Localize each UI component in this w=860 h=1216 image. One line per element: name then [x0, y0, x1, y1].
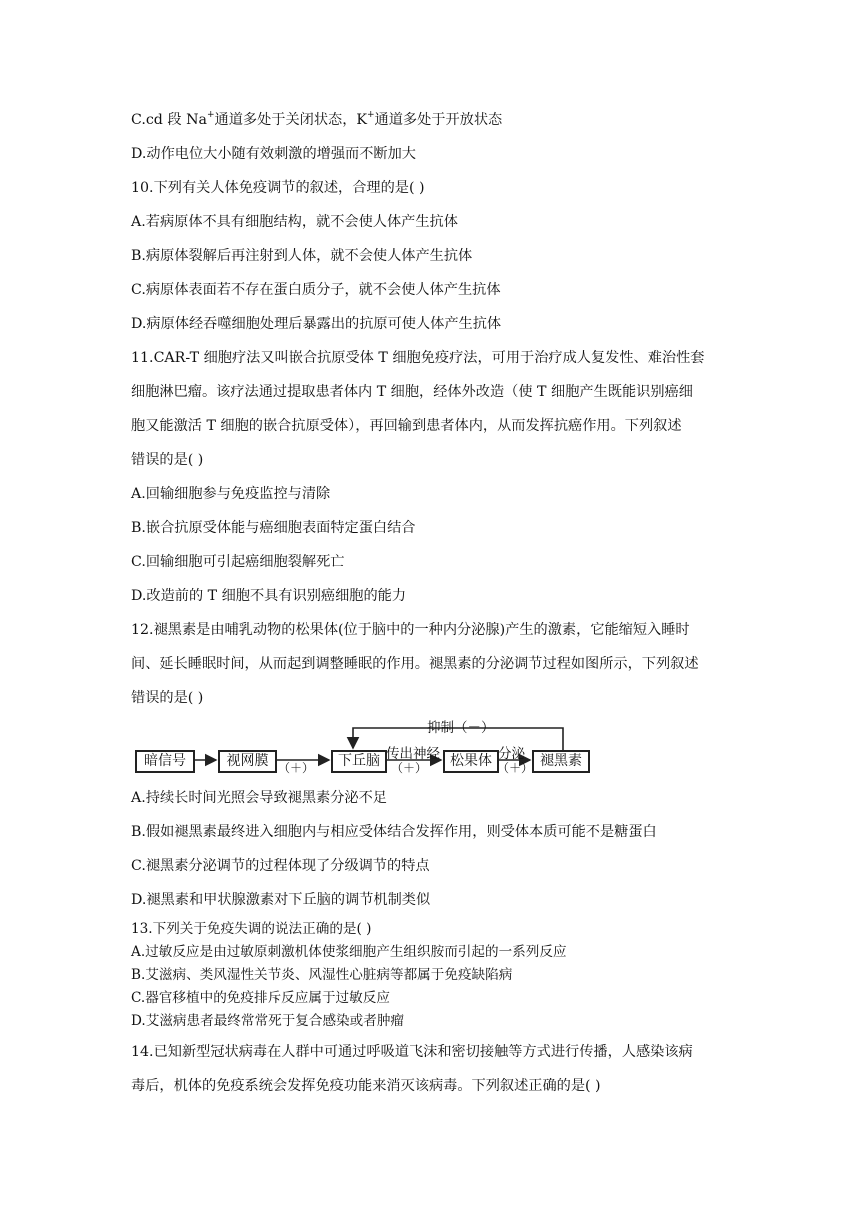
label-plus-retina: （＋） [278, 761, 315, 775]
label-secrete: 分泌 [498, 746, 525, 762]
melatonin-regulation-diagram [130, 714, 730, 776]
option-a-q12: A.持续长时间光照会导致褪黑素分泌不足 [131, 790, 387, 806]
superscript: + [367, 110, 375, 121]
option-a-q10: A.若病原体不具有细胞结构，就不会使人体产生抗体 [131, 214, 458, 230]
option-d-q10: D.病原体经吞噬细胞处理后暴露出的抗原可使人体产生抗体 [131, 316, 502, 332]
question-12-stem-line2: 间、延长睡眠时间，从而起到调整睡眠的作用。褪黑素的分泌调节过程如图所示，下列叙述 [131, 656, 699, 672]
option-d-q11: D.改造前的 T 细胞不具有识别癌细胞的能力 [131, 588, 407, 604]
question-14-stem-line1: 14.已知新型冠状病毒在人群中可通过呼吸道飞沫和密切接触等方式进行传播，人感染该病 [131, 1044, 693, 1060]
option-d-q9: D.动作电位大小随有效刺激的增强而不断加大 [131, 146, 416, 162]
superscript: + [206, 110, 215, 121]
option-b-q10: B.病原体裂解后再注射到人体，就不会使人体产生抗体 [131, 248, 473, 264]
option-c-q12: C.褪黑素分泌调节的过程体现了分级调节的特点 [131, 858, 430, 874]
question-11-stem-line3: 胞又能激活 T 细胞的嵌合抗原受体），再回输到患者体内，从而发挥抗癌作用。下列叙述 [131, 418, 682, 434]
box-retina: 视网膜 [218, 750, 277, 773]
box-pineal: 松果体 [443, 750, 499, 773]
question-10-stem: 10.下列有关人体免疫调节的叙述，合理的是( ) [131, 180, 425, 196]
label-plus-hypothalamus: （＋） [391, 761, 428, 775]
option-b-q12: B.假如褪黑素最终进入细胞内与相应受体结合发挥作用，则受体本质可能不是糖蛋白 [131, 824, 657, 840]
option-c-q9 [131, 110, 502, 130]
question-11-stem-line1: 11.CAR-T 细胞疗法又叫嵌合抗原受体 T 细胞免疫疗法，可用于治疗成人复发性、难治性套 [131, 350, 705, 366]
question-12-stem-line1: 12.褪黑素是由哺乳动物的松果体(位于脑中的一种内分泌腺)产生的激素，它能缩短入睡时 [131, 622, 690, 638]
text-segment: 通道多处于关闭状态，K [214, 112, 367, 128]
option-c-q11: C.回输细胞可引起癌细胞裂解死亡 [131, 554, 345, 570]
question-13-stem: 13.下列关于免疫失调的说法正确的是( ) [131, 921, 372, 937]
text-segment: C.cd 段 Na [131, 112, 207, 128]
question-14-stem-line2: 毒后，机体的免疫系统会发挥免疫功能来消灭该病毒。下列叙述正确的是( ) [131, 1078, 601, 1094]
box-melatonin: 褪黑素 [532, 750, 590, 773]
label-plus-pineal: （＋） [497, 761, 534, 775]
box-hypothalamus: 下丘脑 [331, 750, 387, 773]
label-efferent-nerve: 传出神经 [386, 746, 440, 762]
option-c-q10: C.病原体表面若不存在蛋白质分子，就不会使人体产生抗体 [131, 282, 501, 298]
option-a-q11: A.回输细胞参与免疫监控与清除 [131, 486, 331, 502]
option-b-q13: B.艾滋病、类风湿性关节炎、风湿性心脏病等都属于免疫缺陷病 [131, 967, 513, 983]
question-12-stem-line3: 错误的是( ) [131, 690, 204, 706]
question-11-stem-line2: 细胞淋巴瘤。该疗法通过提取患者体内 T 细胞，经体外改造（使 T 细胞产生既能识别癌细 [131, 384, 693, 400]
option-b-q11: B.嵌合抗原受体能与癌细胞表面特定蛋白结合 [131, 520, 416, 536]
question-11-stem-line4: 错误的是( ) [131, 452, 204, 468]
option-d-q12: D.褪黑素和甲状腺激素对下丘脑的调节机制类似 [131, 892, 431, 908]
label-inhibit: 抑制（－） [427, 720, 495, 736]
option-a-q13: A.过敏反应是由过敏原刺激机体使浆细胞产生组织胺而引起的一系列反应 [131, 944, 567, 960]
text-segment: 通道多处于开放状态 [374, 112, 503, 128]
option-c-q13: C.器官移植中的免疫排斥反应属于过敏反应 [131, 990, 390, 1006]
option-d-q13: D.艾滋病患者最终常常死于复合感染或者肿瘤 [131, 1013, 405, 1029]
box-dark-signal: 暗信号 [135, 750, 195, 773]
